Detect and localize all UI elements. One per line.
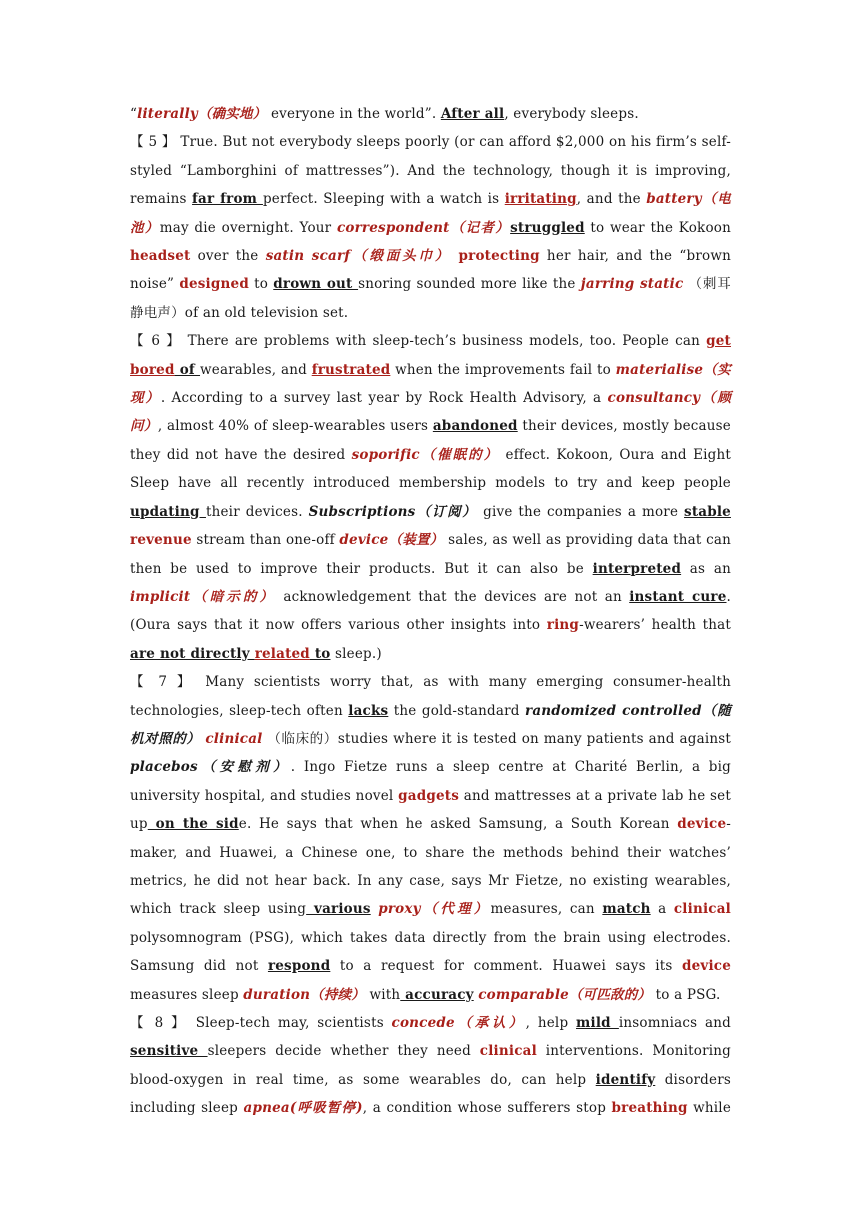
highlighted-term: breathing: [611, 1100, 688, 1117]
highlighted-term: far from: [192, 191, 263, 208]
highlighted-term: frustrated: [311, 361, 391, 378]
highlighted-term: sensitive: [130, 1043, 208, 1060]
highlighted-term: materialise（实现）: [130, 361, 731, 407]
text-run: give the companies a more: [477, 503, 685, 520]
highlighted-term: respond: [267, 958, 331, 975]
text-run: interventions. Monitoring blood-oxygen in real time, as some wearables do, can help: [130, 1043, 731, 1088]
highlighted-term: randomized controlled（随机对照的）: [130, 702, 731, 747]
highlighted-term: proxy（代理）: [378, 901, 491, 918]
text-run: to: [248, 276, 274, 293]
text-run: measures, can: [490, 901, 603, 918]
text-run: wearables, and: [200, 361, 312, 378]
text-run: 【 8 】 Sleep-tech may, scientists: [130, 1015, 392, 1031]
text-run: everyone in the world”.: [266, 106, 441, 122]
highlighted-term: apnea(呼吸暂停): [243, 1100, 363, 1117]
highlighted-term: device: [677, 816, 727, 833]
text-run: a: [650, 901, 674, 918]
text-run: （刺耳静电声）of an old television set.: [130, 276, 731, 321]
highlighted-term: clinical: [479, 1043, 537, 1060]
highlighted-term: protecting: [458, 248, 540, 265]
highlighted-term: device: [682, 958, 732, 975]
highlighted-term: revenue: [130, 532, 192, 549]
text-run: 【 7 】 Many scientists worry that, as with many emerging consumer-health technologies, sleep-tech often: [130, 674, 731, 719]
highlighted-term: literally（确实地）: [137, 106, 267, 122]
text-run: measures sleep: [130, 986, 244, 1003]
text-run: sleepers decide whether they need: [207, 1043, 480, 1060]
text-run: perfect. Sleeping with a watch is: [262, 191, 505, 208]
text-run: sleep.): [330, 645, 382, 662]
highlighted-term: placebos（安慰剂）: [130, 759, 291, 776]
text-run: snoring sounded more like the: [358, 276, 581, 293]
highlighted-term: struggled: [510, 219, 585, 236]
text-run: their devices.: [205, 503, 309, 520]
text-run: , a condition whose sufferers stop: [362, 1100, 612, 1117]
highlighted-term: abandoned: [432, 418, 518, 435]
text-run: -maker, and Huawei, a Chinese one, to share the methods behind their watches’ metrics, he did not hear back. In any case, says Mr Fietze, no existing wearables, which track sleep using: [130, 816, 731, 918]
highlighted-term: identify: [595, 1071, 656, 1088]
highlighted-term: concede（承认）: [391, 1015, 526, 1031]
highlighted-term: of: [174, 361, 201, 378]
text-run: acknowledgement that the devices are not an: [276, 588, 630, 605]
text-run: stream than one-off: [191, 532, 340, 549]
highlighted-term: on the sid: [147, 816, 239, 833]
text-run: , almost 40% of sleep-wearables users: [157, 418, 433, 435]
highlighted-term: implicit（暗示的）: [130, 588, 277, 605]
highlighted-term: related: [254, 645, 310, 662]
paragraph-5-tail: [130, 100, 731, 128]
paragraph-5: [130, 128, 731, 327]
text-run: polysomnogram (PSG), which takes data directly from the brain using electrodes. Samsung did not: [130, 929, 731, 975]
text-run: , everybody sleeps.: [504, 106, 639, 122]
text-run: when the improvements fail to: [390, 361, 616, 378]
highlighted-term: battery（电池）: [130, 191, 732, 236]
text-run: with: [364, 986, 401, 1003]
highlighted-term: match: [602, 901, 651, 918]
text-run: “: [130, 106, 138, 122]
text-run: over the: [190, 248, 266, 265]
text-run: effect. Kokoon, Oura and Eight Sleep have all recently introduced membership models to try and keep people: [130, 446, 731, 492]
text-run: sales, as well as providing data that can then be used to improve their products. But it can also be: [130, 532, 731, 577]
text-run: , and the: [576, 191, 647, 208]
paragraph-7: [130, 668, 731, 1009]
highlighted-term: device（装置）: [339, 532, 444, 549]
text-run: while: [687, 1100, 732, 1117]
highlighted-term: clinical: [673, 901, 732, 918]
paragraph-8: [130, 1009, 731, 1123]
text-run: as an: [681, 560, 731, 577]
text-run: . (Oura says that it now offers various other insights into: [130, 588, 731, 634]
article-body: [130, 100, 731, 1123]
highlighted-term: get bored: [130, 333, 731, 378]
highlighted-term: soporific（催眠的）: [351, 446, 500, 463]
text-run: to a request for comment. Huawei says its: [330, 958, 682, 975]
text-run: -wearers’ health that: [579, 617, 731, 634]
text-run: to a PSG.: [651, 986, 721, 1003]
highlighted-term: lacks: [348, 702, 389, 719]
highlighted-term: ring: [546, 617, 580, 634]
text-run: to wear the Kokoon: [584, 219, 731, 236]
highlighted-term: irritating: [504, 191, 577, 208]
text-run: [451, 248, 458, 264]
text-run: （临床的）studies where it is tested on many patients and against: [262, 730, 731, 747]
highlighted-term: accuracy: [400, 986, 474, 1003]
highlighted-term: are not directly: [130, 645, 255, 662]
text-run: e. He says that when he asked Samsung, a South Korean: [238, 816, 678, 833]
highlighted-term: various: [306, 901, 371, 918]
text-run: may die overnight. Your: [159, 219, 337, 236]
text-run: , help: [525, 1015, 576, 1031]
highlighted-term: headset: [130, 248, 191, 265]
text-run: their devices, mostly because they did not have the desired: [130, 418, 731, 463]
highlighted-term: stable: [684, 503, 731, 520]
text-run: her hair, and the “brown noise”: [130, 248, 731, 293]
highlighted-term: instant cure: [629, 588, 727, 605]
highlighted-term: consultancy（顾问）: [130, 390, 732, 435]
highlighted-term: clinical: [205, 730, 263, 747]
highlighted-term: jarring static: [580, 276, 684, 293]
highlighted-term: interpreted: [592, 560, 682, 577]
text-run: disorders including sleep: [130, 1071, 731, 1117]
highlighted-term: to: [309, 645, 331, 662]
highlighted-term: gadgets: [398, 787, 460, 804]
highlighted-term: duration（持续）: [243, 986, 365, 1003]
highlighted-term: comparable（可匹敌的）: [478, 986, 652, 1003]
highlighted-term: After all: [440, 106, 505, 122]
highlighted-term: correspondent（记者）: [336, 219, 511, 236]
highlighted-term: drown out: [273, 276, 359, 293]
paragraph-6: [130, 327, 731, 668]
text-run: 【 6 】 There are problems with sleep-tech’s business models, too. People can: [130, 333, 707, 350]
text-run: the gold-standard: [388, 702, 526, 719]
text-run: insomniacs and: [618, 1015, 731, 1031]
highlighted-term: mild: [576, 1015, 619, 1031]
highlighted-term: designed: [179, 276, 249, 293]
highlighted-term: Subscriptions（订阅）: [308, 503, 478, 520]
highlighted-term: updating: [130, 503, 206, 520]
text-run: and mattresses at a private lab he set up: [130, 787, 732, 833]
text-run: . According to a survey last year by Rock Health Advisory, a: [160, 390, 608, 407]
text-run: 【 5 】 True. But not everybody sleeps poorly (or can afford $2,000 on his firm’s self-styled “Lamborghini of mattresses”). And the technology, though it is improving, remains: [130, 134, 731, 208]
highlighted-term: satin scarf（缎面头巾）: [265, 248, 452, 265]
text-run: . Ingo Fietze runs a sleep centre at Charité Berlin, a big university hospital, and studies novel: [130, 759, 731, 804]
